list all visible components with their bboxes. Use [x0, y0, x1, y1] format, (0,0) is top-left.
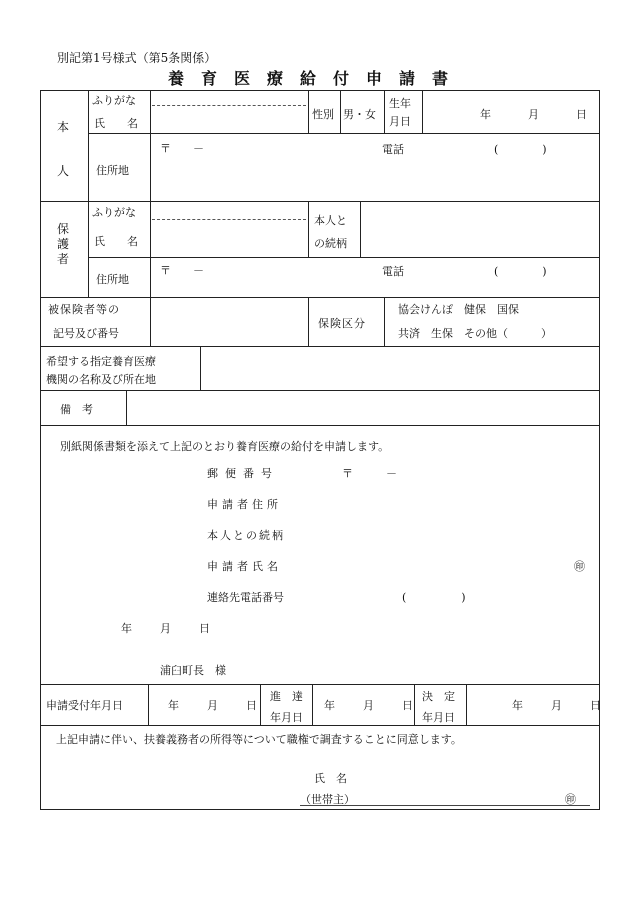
applicant-seal: ㊞: [574, 560, 585, 573]
insured-label-2: 記号及び番号: [53, 327, 119, 340]
guardian-address-label: 住所地: [96, 273, 129, 286]
institution-label-2: 機関の名称及び所在地: [46, 373, 156, 386]
sent-date: 年 月 日: [324, 699, 415, 712]
sent-label-2: 年月日: [270, 711, 303, 724]
honnin-label-1: 本: [57, 120, 70, 134]
applicant-address-label: 申請者住所: [207, 498, 282, 511]
insurance-options-2[interactable]: 共済 生保 その他（ ）: [398, 327, 552, 340]
form-number: 別記第1号様式（第5条関係）: [57, 51, 217, 65]
postal-mark: 〒 －: [160, 142, 204, 155]
phone-paren: ( ): [494, 143, 547, 156]
honnin-name-field[interactable]: [152, 108, 306, 131]
insurance-options-1[interactable]: 協会けんぽ 健保 国保: [398, 303, 519, 316]
sent-label-1: 進 達: [270, 690, 303, 703]
guardian-label: 保護者: [57, 222, 70, 266]
relation-to-person-label: 本人との続柄: [207, 529, 285, 542]
birth-year: 年: [480, 108, 491, 121]
guardian-name-field[interactable]: [152, 222, 306, 255]
consent-statement: 上記申請に伴い、扶養義務者の所得等について職権で調査することに同意します。: [56, 733, 462, 746]
consent-seal: ㊞: [565, 793, 576, 806]
birth-label-1: 生年: [389, 97, 411, 110]
name-label: 氏 名: [94, 117, 138, 130]
application-date: 年 月 日: [121, 622, 212, 635]
relation-label-2: の続柄: [314, 237, 347, 250]
furigana-label: ふりがな: [92, 94, 136, 107]
guardian-furigana-label: ふりがな: [92, 206, 136, 219]
guardian-postal-mark: 〒 －: [160, 264, 204, 277]
address-label: 住所地: [96, 164, 129, 177]
guardian-furigana-field[interactable]: [152, 204, 306, 218]
insured-number-field[interactable]: [152, 299, 306, 344]
sex-label: 性別: [312, 108, 334, 121]
institution-field[interactable]: [202, 348, 597, 388]
addressee: 浦臼町長 様: [160, 664, 226, 677]
birth-day: 日: [576, 108, 587, 121]
decided-label-1: 決 定: [422, 690, 455, 703]
insurance-category-label: 保険区分: [318, 317, 366, 330]
honnin-label-2: 人: [57, 164, 70, 178]
guardian-phone-label: 電話: [382, 265, 404, 278]
relation-label-1: 本人と: [314, 214, 347, 227]
decided-date: 年 月 日: [512, 699, 603, 712]
birth-month: 月: [528, 108, 539, 121]
form-title: 養育医療給付申請書: [168, 69, 466, 88]
contact-phone-label: 連絡先電話番号: [207, 591, 284, 604]
received-date: 年 月 日: [168, 699, 259, 712]
sex-options[interactable]: 男・女: [343, 108, 376, 121]
birth-label-2: 月日: [389, 115, 411, 128]
guardian-phone-paren: ( ): [494, 265, 547, 278]
remarks-label: 備 考: [60, 403, 93, 416]
institution-label-1: 希望する指定養育医療: [46, 355, 156, 368]
consent-name-label: 氏 名: [314, 772, 347, 785]
application-statement: 別紙関係書類を添えて上記のとおり養育医療の給付を申請します。: [60, 440, 390, 453]
insured-label-1: 被保険者等の: [48, 303, 120, 316]
remarks-field[interactable]: [128, 392, 597, 423]
contact-phone-paren: ( ): [402, 591, 466, 604]
consent-name-field[interactable]: [360, 786, 560, 804]
postal-code-label: 郵便番号: [207, 467, 279, 480]
postal-code-value[interactable]: 〒 －: [342, 467, 397, 480]
received-date-label: 申請受付年月日: [46, 699, 123, 712]
guardian-name-label: 氏 名: [94, 235, 138, 248]
phone-label: 電話: [382, 143, 404, 156]
honnin-furigana-field[interactable]: [152, 93, 306, 105]
decided-label-2: 年月日: [422, 711, 455, 724]
household-head-label: （世帯主）: [300, 793, 355, 806]
applicant-name-label: 申請者氏名: [207, 560, 282, 573]
